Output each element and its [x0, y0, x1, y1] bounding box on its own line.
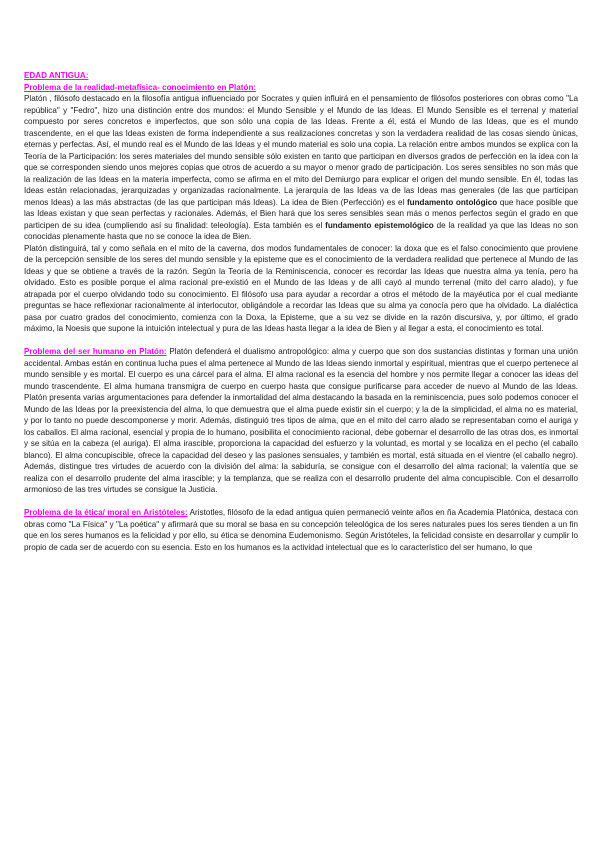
paragraph-text: de la realidad ya que las Ideas no son conocidas plenamente hasta que no se conoce la idea de Bien.	[24, 220, 578, 241]
bold-term-fundamento-epistemologico: fundamento epistemológico	[325, 220, 434, 230]
paragraph-text: Platón defenderá el dualismo antropológico: alma y cuerpo que son dos sustancias distintas y forman una unión accidental. Ambas están en continua lucha pues el alma pertenece al Mundo de las Ideas siendo inmortal y espiritual, mientras que el cuerpo pertenece al mundo sensible y es mortal. El cuerpo es una cárcel para el alma. El alma racional es la esencia del hombre y nos permite llegar a conocer las ideas del mundo trascendente. El alma humana transmigra de cuerpo en cuerpo hasta que consigue purificarse para acceder de nuevo al Mundo de las Ideas. Platón presenta varias argumentaciones para defender la inmortalidad del alma destacando la basada en la reminiscencia, pues solo podemos conocer el Mundo de las Ideas por la preexistencia del alma, lo que demuestra que el alma puede existir sin el cuerpo; y la de la simplicidad, el alma no es material, y por lo tanto no puede descomponerse y morir. Además, distinguió tres tipos de alma, que en el mito del carro alado se representaban como el auriga y los caballos. El alma racional, esencial y propia de lo humano, posibilita el conocimiento racional, debe gobernar el desarrollo de las otras dos, es inmortal y se sitúa en la cabeza (el auriga). El alma irascible, proporciona la capacidad del esfuerzo y la voluntad, es mortal y se localiza en el pecho (el caballo blanco). El alma concupiscible, ofrece la capacidad del deseo y las pasiones sensuales, y también es mortal, está situada en el vientre (el caballo negro). Además, distingue tres virtudes de acuerdo con la división del alma: la sabiduría, se consigue con el desarrollo del alma racional; la valentía que se realiza con el desarrollo prudente del alma irascible; y la templanza, que se realiza con el desarrollo prudente del alma concupiscible. Con el desarrollo armonioso de las tres virtudes se consigue la Justicia.	[24, 347, 578, 494]
paragraph-text: que hace posible que las Ideas existan y que sean perfectas y racionales. Además, el Bien hará que los seres sensibles sean más o menos perfectos según el grado en que participen de su idea (cumpliendo así su finalidad: teleología). Esta también es el	[24, 197, 579, 230]
spacer	[24, 335, 578, 347]
paragraph-text: Aristotles, filósofo de la edad antigua quien permaneció veinte años en ña Academia Platónica, destaca con obras como "La Física" y "La poética" y afirmará que su moral se basa en su concepción teleológica de los seres naturales pues los seres tienden a un fin que en los seres humanos es la felicidad y por ello, su ética se denomina Eudemonismo. Según Aristóteles, la felicidad consiste en desarrollar y cumplir lo propio de cada ser de acuerdo con su esencia. Esto en los humanos es la actividad intelectual que es lo característico del ser humano, lo que	[24, 508, 578, 552]
paragraph-aristoteles-etica	[24, 507, 578, 553]
spacer	[24, 496, 578, 508]
section-heading-aristoteles-etica: Problema de la ética/ moral en Aristóteles:	[24, 508, 188, 517]
section-heading-platon-ser-humano: Problema del ser humano en Platón:	[24, 347, 167, 356]
paragraph-text: Platón , filósofo destacado en la filosofía antigua influenciado por Socrates y quien influirá en el pensamiento de filósofos posteriores con obras como "La república" y "Fedro", hizo una distinción entre dos mundos: el Mundo Sensible y el Mundo de las Ideas. El Mundo Sensible es el terrenal y material compuesto por seres concretos e imperfectos, que son sólo una copia de las Ideas. Frente a él, está el Mundo de las Ideas, que es el mundo trascendente, en el que las Ideas existen de forma independiente a sus realizaciones concretas y son la verdadera realidad de las cosas siendo únicas, eternas y perfectas. Así, el mundo real es el Mundo de las Ideas y el mundo material es solo una copia. La relación entre ambos mundos se explica con la Teoría de la Participación: los seres materiales del mundo sensible sólo existen en tanto que participan en diversos grados de perfección en la idea con la que se corresponden siendo unos mejores copias que otros de acuerdo a su mayor o menor grado de participación. Los seres sensibles no son más que la realización de las Ideas en la materia imperfecta, como se afirma en el mito del Demiurgo para explicar el origen del mundo sensible. En él, todas las Ideas están relacionadas, jerarquizadas y organizadas racionalmente. La jerarquía de las Ideas va de las Ideas mas generales (de las que participan menos Ideas) a las más abstractas (de las que participan más Ideas). La idea de Bien (Perfección) es el	[24, 94, 578, 207]
paragraph-platon-ser-humano	[24, 346, 578, 496]
era-title: EDAD ANTIGUA:	[24, 71, 89, 80]
document-page	[24, 70, 578, 553]
paragraph-platon-conocimiento: Platón distinguirá, tal y como señala en el mito de la caverna, dos modos fundamentales de conocer: la doxa que es el falso conocimiento que proviene de la percepción sensible de los seres del mundo sensible y la episteme que es el conocimiento de la verdadera realidad que pertenece al Mundo de las Ideas y que se obtiene a través de la razón. Según la Teoría de la Reminiscencia, conocer es recordar las Ideas que nuestra alma ya tenía, pero ha olvidado. Esto es posible porque el alma racional pre-existió en el Mundo de las Ideas y de allí cayó al mundo terrenal (mito del carro alado), y fue atrapada por el cuerpo olvidando todo su conocimiento. El filósofo usa para ayudar a recordar a otros el método de la mayéutica por el cual mediante preguntas se hace reflexionar racionalmente al interlocutor, obligándole a recordar las Ideas que su alma ya conocía pero que ha olvidado. La dialéctica pasa por cuatro grados del conocimiento, comienza con la Doxa, la Episteme, que a su vez se divide en la razón discursiva, y, por último, el grado máximo, la Noesis que supone la intuición intelectual y pura de las Ideas hasta llegar a la idea de Bien y al llegar a esta, el conocimiento es total.	[24, 243, 578, 333]
section-heading-platon-realidad: Problema de la realidad-metafísica- conocimiento en Platón:	[24, 82, 257, 92]
bold-term-fundamento-ontologico: fundamento ontológico	[406, 197, 498, 207]
paragraph-platon-mundos	[24, 93, 578, 243]
